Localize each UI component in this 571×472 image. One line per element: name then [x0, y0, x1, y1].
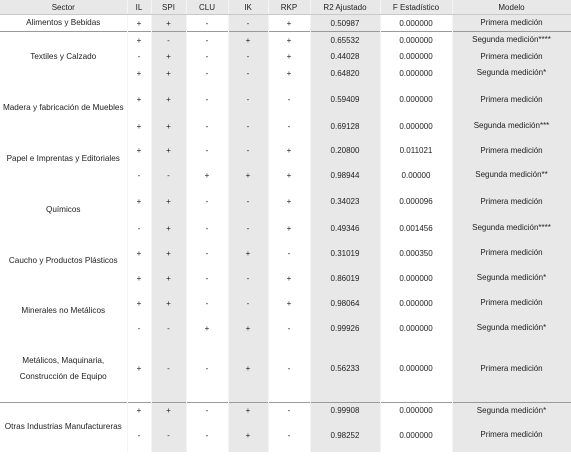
f-cell: 0.000000 [380, 270, 452, 286]
sector-cell: Minerales no Metálicos [0, 286, 127, 336]
rkp-cell: - [268, 236, 310, 270]
sector-cell: Químicos [0, 183, 127, 236]
modelo-cell: Primera medición [452, 15, 571, 32]
col-header-r2: R2 Ajustado [310, 0, 380, 15]
ik-cell: - [228, 118, 268, 134]
sector-cell: Alimentos y Bebidas [0, 15, 127, 32]
spi-cell: - [151, 336, 186, 402]
rkp-cell: + [268, 183, 310, 220]
clu-cell: + [186, 320, 228, 336]
r2-cell: 0.31019 [310, 236, 380, 270]
sector-cell: Otras Industrias Manufactureras [0, 402, 127, 452]
il-cell: - [127, 167, 151, 183]
modelo-cell: Primera medición [452, 419, 571, 452]
il-cell: + [127, 402, 151, 419]
col-header-sector: Sector [0, 0, 127, 15]
il-cell: + [127, 32, 151, 49]
spi-cell: - [151, 32, 186, 49]
r2-cell: 0.20800 [310, 134, 380, 167]
modelo-cell: Segunda medición* [452, 270, 571, 286]
f-cell: 0.000350 [380, 236, 452, 270]
rkp-cell: + [268, 32, 310, 49]
spi-cell: + [151, 48, 186, 65]
ik-cell: + [228, 419, 268, 452]
ik-cell: - [228, 286, 268, 320]
col-header-il: IL [127, 0, 151, 15]
il-cell: + [127, 336, 151, 402]
rkp-cell: + [268, 48, 310, 65]
clu-cell: - [186, 65, 228, 81]
rkp-cell: - [268, 320, 310, 336]
il-cell: - [127, 48, 151, 65]
sector-cell: Textiles y Calzado [0, 32, 127, 82]
clu-cell: - [186, 183, 228, 220]
col-header-f: F Estadístico [380, 0, 452, 15]
ik-cell: - [228, 134, 268, 167]
f-cell: 0.000000 [380, 15, 452, 32]
r2-cell: 0.98064 [310, 286, 380, 320]
r2-cell: 0.49346 [310, 220, 380, 236]
modelo-cell: Primera medición [452, 48, 571, 65]
modelo-cell: Primera medición [452, 336, 571, 402]
r2-cell: 0.34023 [310, 183, 380, 220]
modelo-cell: Primera medición [452, 81, 571, 118]
clu-cell: + [186, 167, 228, 183]
r2-cell: 0.44028 [310, 48, 380, 65]
f-cell: 0.000000 [380, 81, 452, 118]
clu-cell: - [186, 134, 228, 167]
spi-cell: + [151, 15, 186, 32]
table-body [0, 15, 571, 452]
modelo-cell: Segunda medición* [452, 320, 571, 336]
spi-cell: + [151, 183, 186, 220]
il-cell: - [127, 320, 151, 336]
rkp-cell: + [268, 270, 310, 286]
clu-cell: - [186, 236, 228, 270]
modelo-cell: Segunda medición* [452, 65, 571, 81]
clu-cell: - [186, 32, 228, 49]
col-header-spi: SPI [151, 0, 186, 15]
f-cell: 0.000000 [380, 48, 452, 65]
table-row [0, 134, 571, 167]
clu-cell: - [186, 118, 228, 134]
clu-cell: - [186, 419, 228, 452]
il-cell: + [127, 134, 151, 167]
sector-cell: Papel e Imprentas y Editoriales [0, 134, 127, 183]
table-row [0, 286, 571, 320]
col-header-ik: IK [228, 0, 268, 15]
ik-cell: + [228, 336, 268, 402]
rkp-cell: + [268, 15, 310, 32]
il-cell: + [127, 15, 151, 32]
rkp-cell: + [268, 134, 310, 167]
table-row [0, 15, 571, 32]
r2-cell: 0.65532 [310, 32, 380, 49]
clu-cell: - [186, 15, 228, 32]
r2-cell: 0.69128 [310, 118, 380, 134]
ik-cell: - [228, 81, 268, 118]
spi-cell: + [151, 134, 186, 167]
col-header-modelo: Modelo [452, 0, 571, 15]
clu-cell: - [186, 286, 228, 320]
modelo-cell: Segunda medición* [452, 402, 571, 419]
spi-cell: + [151, 402, 186, 419]
modelo-cell: Primera medición [452, 134, 571, 167]
f-cell: 0.000000 [380, 118, 452, 134]
col-header-clu: CLU [186, 0, 228, 15]
rkp-cell: + [268, 286, 310, 320]
table-row [0, 236, 571, 270]
table-row [0, 81, 571, 118]
sector-cell: Caucho y Productos Plásticos [0, 236, 127, 286]
il-cell: - [127, 419, 151, 452]
ik-cell: + [228, 32, 268, 49]
ik-cell: - [228, 48, 268, 65]
spi-cell: + [151, 81, 186, 118]
clu-cell: - [186, 48, 228, 65]
rkp-cell: + [268, 65, 310, 81]
f-cell: 0.001456 [380, 220, 452, 236]
f-cell: 0.000000 [380, 286, 452, 320]
ik-cell: - [228, 183, 268, 220]
sector-cell: Madera y fabricación de Muebles [0, 81, 127, 134]
table-row [0, 183, 571, 220]
il-cell: - [127, 220, 151, 236]
modelo-cell: Primera medición [452, 286, 571, 320]
spi-cell: + [151, 65, 186, 81]
spi-cell: + [151, 286, 186, 320]
clu-cell: - [186, 270, 228, 286]
clu-cell: - [186, 402, 228, 419]
table-header-row [0, 0, 571, 15]
r2-cell: 0.64820 [310, 65, 380, 81]
rkp-cell: - [268, 118, 310, 134]
ik-cell: - [228, 15, 268, 32]
ik-cell: - [228, 220, 268, 236]
f-cell: 0.000000 [380, 402, 452, 419]
table-row [0, 336, 571, 402]
spi-cell: + [151, 118, 186, 134]
modelo-cell: Segunda medición*** [452, 118, 571, 134]
sector-cell: Metálicos, Maquinaria, Construcción de Equipo [0, 336, 127, 402]
modelo-cell: Primera medición [452, 236, 571, 270]
modelo-cell: Segunda medición**** [452, 220, 571, 236]
rkp-cell: - [268, 402, 310, 419]
il-cell: + [127, 236, 151, 270]
spi-cell: - [151, 167, 186, 183]
il-cell: + [127, 65, 151, 81]
spi-cell: - [151, 320, 186, 336]
ik-cell: - [228, 65, 268, 81]
ik-cell: + [228, 167, 268, 183]
col-header-rkp: RKP [268, 0, 310, 15]
clu-cell: - [186, 81, 228, 118]
f-cell: 0.000000 [380, 419, 452, 452]
modelo-cell: Segunda medición**** [452, 32, 571, 49]
r2-cell: 0.98252 [310, 419, 380, 452]
rkp-cell: - [268, 81, 310, 118]
il-cell: + [127, 286, 151, 320]
modelo-cell: Segunda medición** [452, 167, 571, 183]
rkp-cell: + [268, 220, 310, 236]
ik-cell: + [228, 320, 268, 336]
clu-cell: - [186, 336, 228, 402]
spi-cell: + [151, 220, 186, 236]
spi-cell: - [151, 419, 186, 452]
r2-cell: 0.99926 [310, 320, 380, 336]
rkp-cell: - [268, 419, 310, 452]
f-cell: 0.000000 [380, 65, 452, 81]
f-cell: 0.011021 [380, 134, 452, 167]
r2-cell: 0.50987 [310, 15, 380, 32]
ik-cell: + [228, 236, 268, 270]
modelo-cell: Primera medición [452, 183, 571, 220]
ik-cell: + [228, 402, 268, 419]
r2-cell: 0.56233 [310, 336, 380, 402]
rkp-cell: + [268, 167, 310, 183]
r2-cell: 0.98944 [310, 167, 380, 183]
f-cell: 0.000000 [380, 336, 452, 402]
il-cell: + [127, 270, 151, 286]
il-cell: + [127, 183, 151, 220]
table-row [0, 402, 571, 419]
il-cell: + [127, 81, 151, 118]
table-row [0, 32, 571, 49]
f-cell: 0.000000 [380, 320, 452, 336]
il-cell: + [127, 118, 151, 134]
r2-cell: 0.99908 [310, 402, 380, 419]
rkp-cell: - [268, 336, 310, 402]
f-cell: 0.000096 [380, 183, 452, 220]
f-cell: 0.000000 [380, 32, 452, 49]
f-cell: 0.00000 [380, 167, 452, 183]
spi-cell: + [151, 236, 186, 270]
r2-cell: 0.86019 [310, 270, 380, 286]
ik-cell: - [228, 270, 268, 286]
r2-cell: 0.59409 [310, 81, 380, 118]
clu-cell: - [186, 220, 228, 236]
spi-cell: + [151, 270, 186, 286]
